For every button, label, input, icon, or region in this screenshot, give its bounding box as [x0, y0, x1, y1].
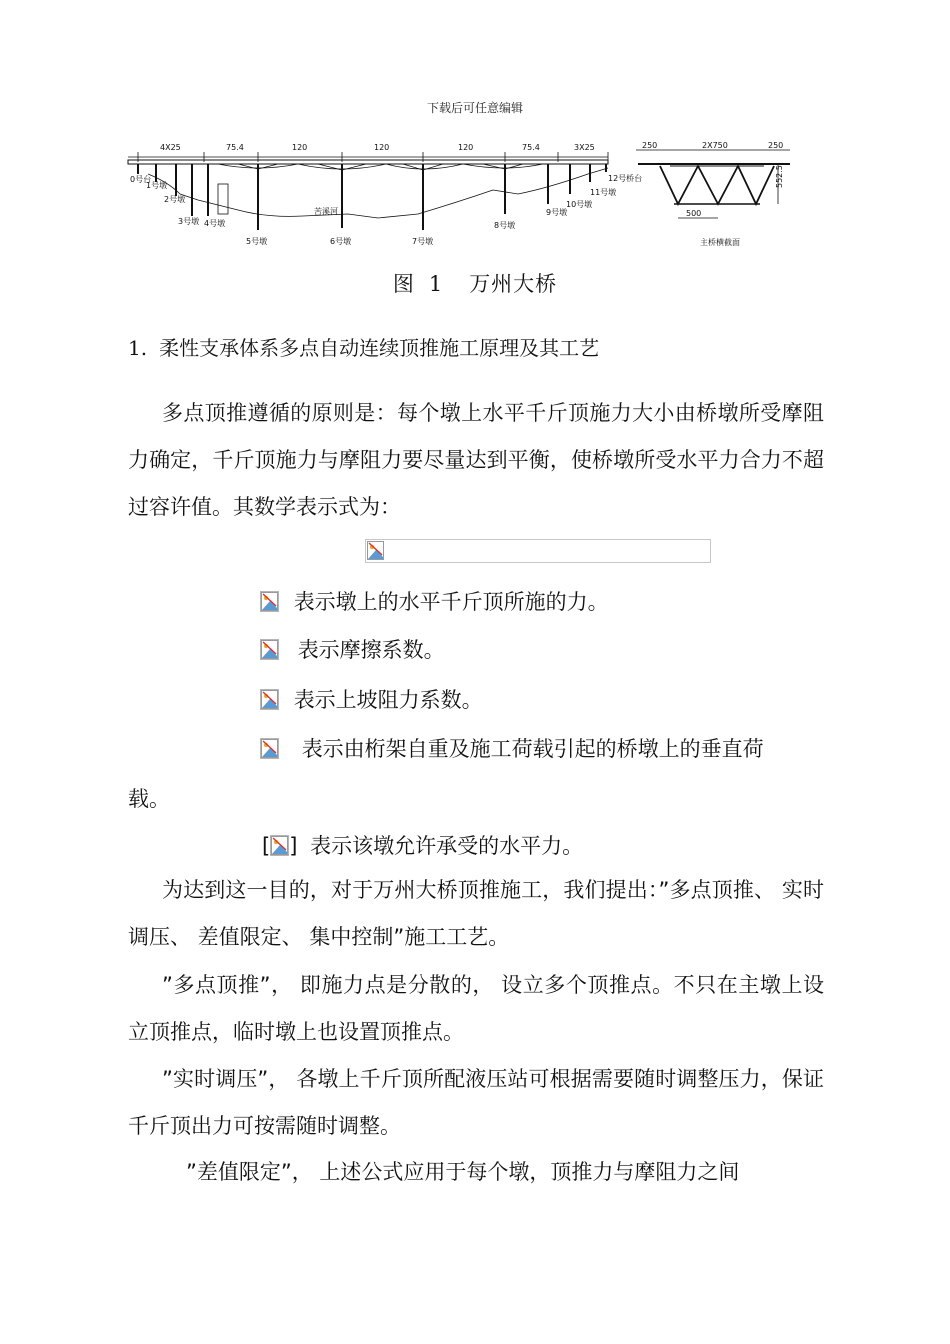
- paragraph-multipoint: ”多点顶推”， 即施力点是分散的， 设立多个顶推点。不只在主墩上设立顶推点，临时墩上也设置顶推点。: [128, 973, 824, 1044]
- header-note: 下载后可任意编辑: [426, 101, 523, 115]
- section-number: 1.: [128, 336, 148, 360]
- pier-label: 5号墩: [246, 237, 268, 246]
- section-title: 柔性支承体系多点自动连续顶推施工原理及其工艺: [159, 336, 600, 360]
- paragraph-difference-limit: ”差值限定”， 上述公式应用于每个墩，顶推力与摩阻力之间: [186, 1160, 740, 1184]
- paragraph-principle: 多点顶推遵循的原则是：每个墩上水平千斤顶施力大小由桥墩所受摩阻力确定，千斤顶施力与摩阻力要尽量达到平衡，使桥墩所受水平力合力不超过容许值。其数学表示式为：: [128, 401, 824, 519]
- bracket-open: [: [262, 834, 271, 858]
- pier-label: 0号台: [130, 175, 152, 184]
- section-drawing: [636, 141, 790, 247]
- span-label: 75.4: [226, 143, 244, 152]
- bridge-figure: [118, 138, 798, 256]
- section-dim: 552.5: [775, 165, 784, 188]
- formula-image: [365, 539, 711, 563]
- definition-text: 表示墩上的水平千斤顶所施的力。: [293, 590, 609, 614]
- pier-label: 7号墩: [412, 237, 434, 246]
- pier-label: 2号墩: [164, 195, 186, 204]
- definition-text: 表示由桁架自重及施工荷载引起的桥墩上的垂直荷: [301, 737, 764, 761]
- definition-line: [260, 634, 445, 664]
- broken-image-icon: [260, 639, 279, 660]
- pier-label: 12号桥台: [608, 174, 643, 183]
- span-label: 3X25: [574, 143, 595, 152]
- definition-line: [262, 830, 583, 860]
- river-label: 苦溪河: [314, 207, 338, 216]
- pier-label: 4号墩: [204, 219, 226, 228]
- pier-label: 1号墩: [146, 181, 168, 190]
- definition-text: 表示该墩允许承受的水平力。: [310, 834, 584, 858]
- paragraph-realtime: ”实时调压”， 各墩上千斤顶所配液压站可根据需要随时调整压力，保证千斤顶出力可按需随时调整。: [128, 1067, 824, 1138]
- definition-text: 表示摩擦系数。: [297, 638, 445, 662]
- definition-continuation: 载。: [128, 787, 170, 811]
- span-label: 4X25: [160, 143, 181, 152]
- pier-label: 10号墩: [566, 200, 593, 209]
- broken-image-icon: [260, 738, 279, 759]
- section-dim: 250: [642, 141, 658, 150]
- paragraph-process: 为达到这一目的，对于万州大桥顶推施工，我们提出：”多点顶推、 实时调压、 差值限定、 集中控制”施工工艺。: [128, 878, 824, 949]
- broken-image-icon: [260, 689, 279, 710]
- pier-label: 8号墩: [494, 221, 516, 230]
- definition-line: [260, 586, 609, 616]
- pier-label: 3号墩: [178, 217, 200, 226]
- definition-text: 表示上坡阻力系数。: [293, 688, 483, 712]
- section-heading: [128, 332, 599, 361]
- figure-caption-prefix: 图: [392, 272, 415, 296]
- section-dim: 500: [686, 209, 702, 218]
- span-label: 75.4: [522, 143, 540, 152]
- pier-label: 11号墩: [590, 188, 617, 197]
- section-dim: 2X750: [702, 141, 728, 150]
- span-label: 120: [458, 143, 474, 152]
- broken-image-icon: [270, 835, 289, 856]
- figure-title: 万州大桥: [469, 272, 558, 296]
- broken-image-icon: [260, 591, 279, 612]
- broken-image-icon: [367, 541, 386, 562]
- figure-number: 1: [428, 272, 444, 296]
- section-dim: 250: [768, 141, 784, 150]
- definition-line: [260, 733, 764, 763]
- bracket-close: ]: [289, 834, 298, 858]
- pier-label: 9号墩: [546, 208, 568, 217]
- pier-label: 6号墩: [330, 237, 352, 246]
- definition-line: [260, 684, 483, 714]
- bridge-elevation-drawing: [118, 138, 798, 256]
- span-label: 120: [374, 143, 390, 152]
- figure-caption: [0, 268, 950, 298]
- span-label: 120: [292, 143, 308, 152]
- section-caption: 主桥横截面: [700, 238, 740, 247]
